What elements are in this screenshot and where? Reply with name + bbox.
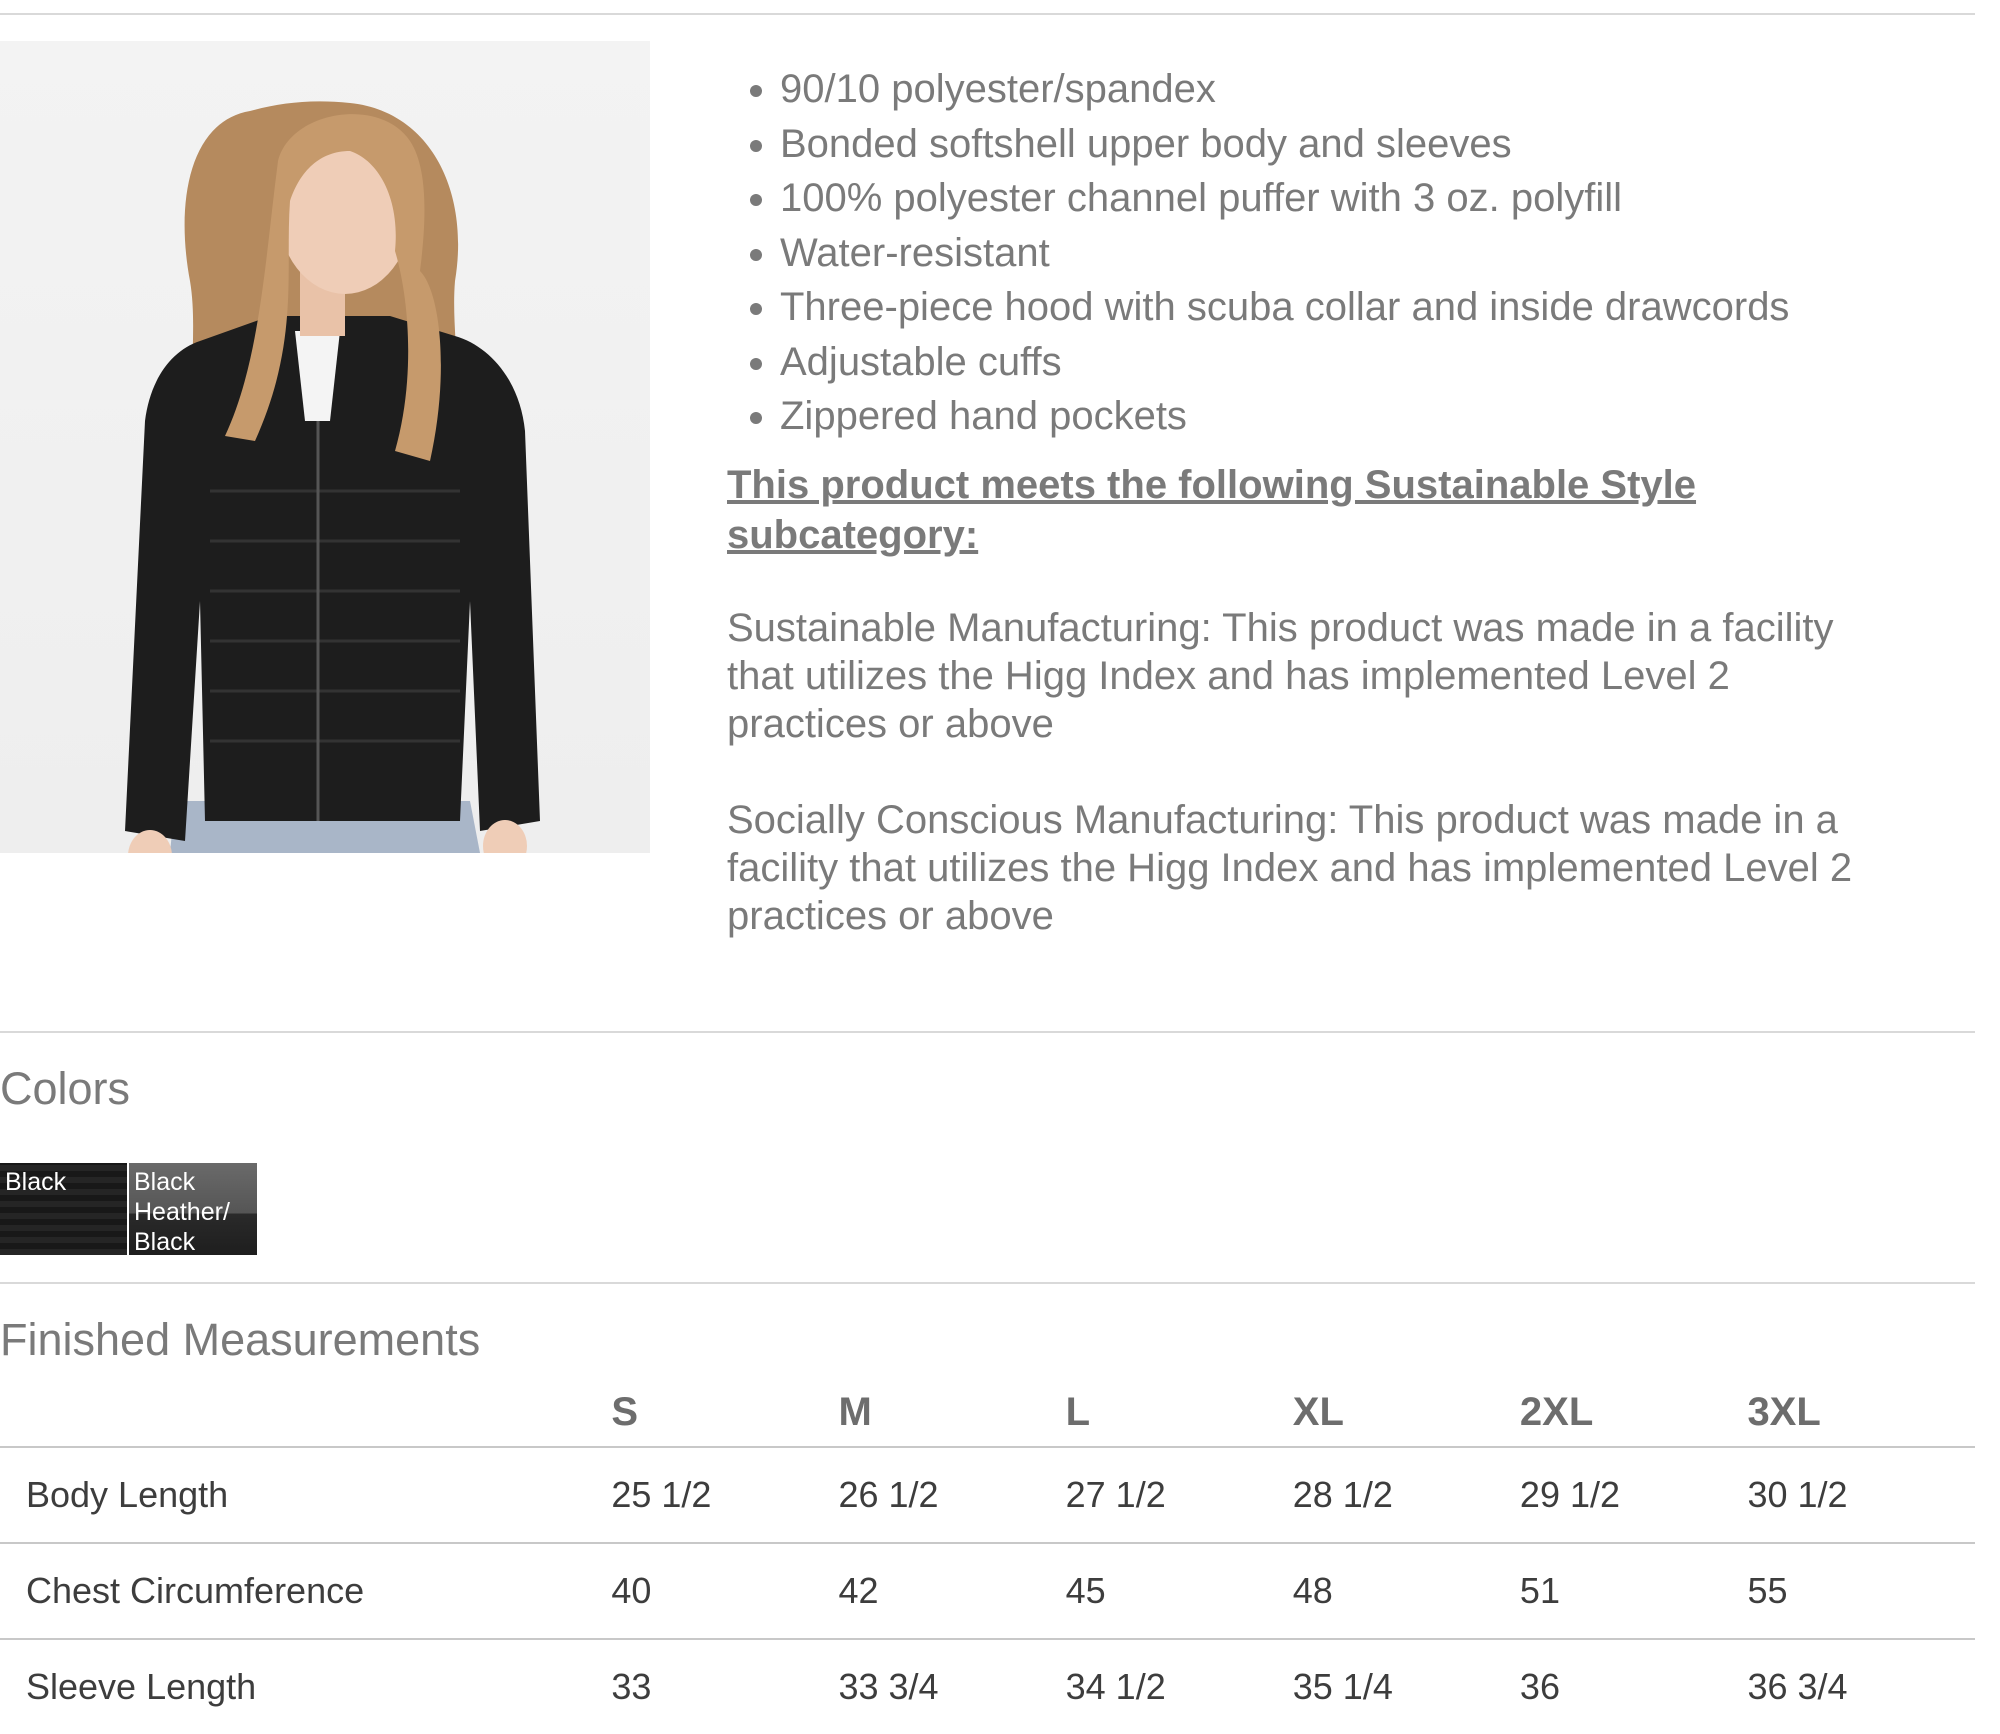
measurement-value: 26 1/2 — [838, 1447, 1065, 1543]
feature-item: • 100% polyester channel puffer with 3 oz. polyfill — [780, 171, 1789, 226]
size-header: L — [1066, 1390, 1293, 1447]
color-swatch-black-heather[interactable] — [129, 1163, 257, 1255]
measurement-value: 30 1/2 — [1747, 1447, 1975, 1543]
measurement-value: 25 1/2 — [611, 1447, 838, 1543]
size-header: M — [838, 1390, 1065, 1447]
measurement-value: 33 3/4 — [838, 1666, 939, 1707]
table-row — [0, 1543, 1975, 1639]
measurement-label: Sleeve Length — [26, 1666, 257, 1707]
feature-item: • Zippered hand pockets — [780, 389, 1789, 444]
top-divider — [0, 13, 1975, 15]
model-wearing-jacket-illustration — [0, 41, 650, 853]
size-header: S — [611, 1390, 838, 1447]
size-header: 2XL — [1520, 1390, 1748, 1447]
table-row — [0, 1447, 1975, 1543]
feature-item: • 90/10 polyester/spandex — [780, 62, 1789, 117]
socially-conscious-text: Socially Conscious Manufacturing: This product was made in a facility that utilizes the Higg Index and has implemented Level 2 practices or above — [727, 798, 1853, 938]
swatch-label: Black — [5, 1168, 67, 1196]
feature-list — [744, 62, 1789, 444]
measurement-value: 27 1/2 — [1066, 1447, 1293, 1543]
colors-title: Colors — [0, 1063, 131, 1114]
measurement-value: 28 1/2 — [1293, 1447, 1520, 1543]
product-photo — [0, 41, 650, 853]
measurements-table — [0, 1390, 1975, 1734]
color-swatch-black[interactable] — [0, 1163, 127, 1255]
colors-divider — [0, 1031, 1975, 1033]
measurements-divider — [0, 1282, 1975, 1284]
measurements-title: Finished Measurements — [0, 1314, 481, 1365]
sustainable-style-link[interactable]: This product meets the following Sustainable Style subcategory: — [727, 463, 1697, 557]
measurement-value: 40 — [611, 1543, 838, 1639]
size-header-row — [0, 1390, 1975, 1447]
sustainable-manufacturing-text: Sustainable Manufacturing: This product was made in a facility that utilizes the Higg Index and has implemented Level 2 practices or above — [727, 606, 1834, 746]
measurement-value: 36 3/4 — [1747, 1666, 1848, 1707]
header-blank — [0, 1390, 611, 1447]
measurement-value: 42 — [838, 1543, 1065, 1639]
measurement-label: Chest Circumference — [0, 1543, 611, 1639]
measurement-value: 34 1/2 — [1065, 1666, 1166, 1707]
measurement-value: 35 1/4 — [1292, 1666, 1393, 1707]
measurement-value: 45 — [1066, 1543, 1293, 1639]
feature-item: • Adjustable cuffs — [780, 335, 1789, 390]
swatch-label: Black Heather/ Black — [134, 1168, 230, 1256]
measurement-value: 33 — [611, 1666, 652, 1707]
size-header: 3XL — [1747, 1390, 1975, 1447]
measurement-value: 36 — [1519, 1666, 1560, 1707]
feature-item: • Water-resistant — [780, 226, 1789, 281]
table-row — [0, 1639, 1975, 1734]
feature-item: • Three-piece hood with scuba collar and inside drawcords — [780, 280, 1789, 335]
measurement-label: Body Length — [0, 1447, 611, 1543]
measurement-value: 51 — [1520, 1543, 1748, 1639]
feature-item: • Bonded softshell upper body and sleeves — [780, 117, 1789, 172]
measurement-value: 55 — [1747, 1543, 1975, 1639]
measurement-value: 48 — [1293, 1543, 1520, 1639]
measurement-value: 29 1/2 — [1520, 1447, 1748, 1543]
size-header: XL — [1293, 1390, 1520, 1447]
color-swatches — [0, 1163, 259, 1255]
